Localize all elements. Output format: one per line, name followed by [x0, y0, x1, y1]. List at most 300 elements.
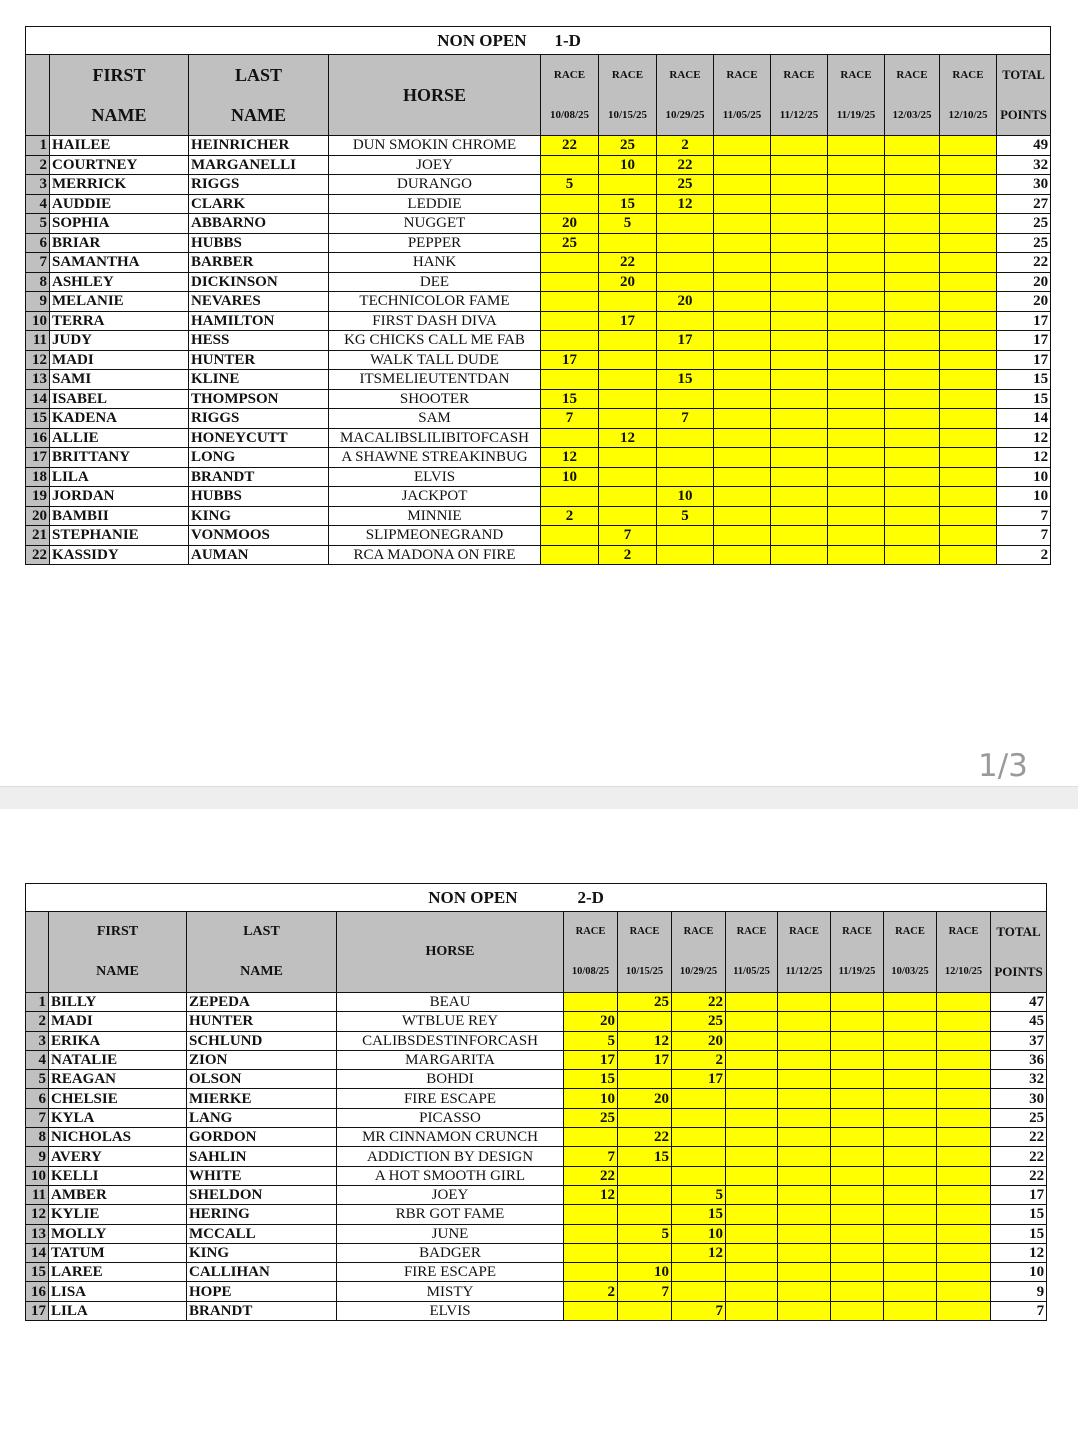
rank: 2	[26, 155, 50, 175]
first-name: CHELSIE	[49, 1089, 187, 1108]
race-points-8	[940, 311, 997, 331]
race-points-1	[541, 545, 599, 565]
race-points-6	[828, 253, 885, 273]
total-points: 10	[997, 487, 1051, 507]
race-points-5	[778, 1224, 831, 1243]
race-points-8	[937, 993, 991, 1012]
race-points-6	[828, 194, 885, 214]
race-points-5	[771, 175, 828, 195]
rank: 13	[26, 1224, 49, 1243]
table-row	[26, 389, 1051, 409]
race-points-8	[937, 1166, 991, 1185]
race-points-2: 20	[599, 272, 657, 292]
table-row	[26, 155, 1051, 175]
race-points-1: 20	[541, 214, 599, 234]
last-name: RIGGS	[189, 409, 329, 429]
horse-name: ADDICTION BY DESIGN	[337, 1147, 564, 1166]
race-date: 12/10/25	[944, 966, 983, 977]
first-name: BRIAR	[50, 233, 189, 253]
race-points-3: 25	[672, 1012, 726, 1031]
race-points-2: 25	[618, 993, 672, 1012]
last-name: HOPE	[187, 1282, 337, 1301]
header-last-name-line2: NAME	[240, 964, 283, 979]
table-row	[26, 1050, 1047, 1069]
race-date: 10/29/25	[679, 966, 718, 977]
race-points-3: 22	[657, 155, 714, 175]
rank: 11	[26, 1185, 49, 1204]
race-points-7	[884, 1089, 937, 1108]
total-points: 7	[997, 526, 1051, 546]
race-points-5	[778, 1147, 831, 1166]
header-last-name-line2: NAME	[231, 105, 286, 125]
rank: 20	[26, 506, 50, 526]
rank: 1	[26, 136, 50, 156]
race-points-2: 22	[599, 253, 657, 273]
race-points-4	[726, 1166, 778, 1185]
total-points: 37	[991, 1031, 1047, 1050]
race-points-5	[778, 1128, 831, 1147]
first-name: REAGAN	[49, 1070, 187, 1089]
header-race-3	[672, 912, 726, 993]
race-points-3	[657, 467, 714, 487]
first-name: KASSIDY	[50, 545, 189, 565]
last-name: LANG	[187, 1108, 337, 1127]
horse-name: BADGER	[337, 1243, 564, 1262]
race-points-7	[885, 350, 940, 370]
race-label: RACE	[736, 926, 767, 937]
table-row	[26, 331, 1051, 351]
race-points-7	[885, 331, 940, 351]
race-points-1	[541, 331, 599, 351]
header-first-name-line2: NAME	[91, 105, 147, 125]
race-points-3	[657, 389, 714, 409]
race-points-1	[541, 292, 599, 312]
total-points: 36	[991, 1050, 1047, 1069]
total-points: 17	[997, 350, 1051, 370]
table-row	[26, 1224, 1047, 1243]
total-points: 20	[997, 292, 1051, 312]
horse-name: DUN SMOKIN CHROME	[329, 136, 541, 156]
first-name: SOPHIA	[50, 214, 189, 234]
race-points-1	[541, 526, 599, 546]
race-points-6	[828, 272, 885, 292]
rank: 11	[26, 331, 50, 351]
race-points-3	[657, 428, 714, 448]
first-name: MADI	[50, 350, 189, 370]
total-points: 17	[997, 311, 1051, 331]
race-points-7	[884, 1185, 937, 1204]
last-name: KLINE	[189, 370, 329, 390]
horse-name: FIRE ESCAPE	[337, 1263, 564, 1282]
race-points-7	[884, 1166, 937, 1185]
race-points-3: 12	[657, 194, 714, 214]
race-points-5	[771, 487, 828, 507]
rank: 13	[26, 370, 50, 390]
race-points-4	[714, 136, 771, 156]
race-points-5	[778, 1205, 831, 1224]
race-points-6	[831, 1050, 884, 1069]
total-points: 25	[997, 233, 1051, 253]
race-points-4	[726, 1070, 778, 1089]
table-row	[26, 1205, 1047, 1224]
last-name: KING	[187, 1243, 337, 1262]
rank: 12	[26, 1205, 49, 1224]
table-row	[26, 487, 1051, 507]
race-points-7	[885, 409, 940, 429]
race-points-4	[714, 409, 771, 429]
race-points-2: 2	[599, 545, 657, 565]
rank: 8	[26, 1128, 49, 1147]
race-points-3	[657, 350, 714, 370]
table-row	[26, 1070, 1047, 1089]
horse-name: JUNE	[337, 1224, 564, 1243]
race-points-6	[828, 428, 885, 448]
horse-name: FIRST DASH DIVA	[329, 311, 541, 331]
race-points-6	[828, 526, 885, 546]
total-points: 32	[997, 155, 1051, 175]
race-points-4	[726, 1185, 778, 1204]
total-points: 12	[997, 448, 1051, 468]
race-points-2	[599, 292, 657, 312]
table-row	[26, 506, 1051, 526]
last-name: ZEPEDA	[187, 993, 337, 1012]
rank: 15	[26, 1263, 49, 1282]
race-points-7	[885, 311, 940, 331]
race-points-5	[771, 448, 828, 468]
race-points-7	[885, 233, 940, 253]
race-points-2: 7	[599, 526, 657, 546]
race-points-6	[828, 409, 885, 429]
header-horse	[337, 912, 564, 993]
race-points-1: 25	[564, 1108, 618, 1127]
total-points: 30	[997, 175, 1051, 195]
race-points-4	[714, 467, 771, 487]
rank: 15	[26, 409, 50, 429]
last-name: HAMILTON	[189, 311, 329, 331]
race-points-6	[831, 1185, 884, 1204]
race-points-2	[599, 233, 657, 253]
race-points-6	[828, 448, 885, 468]
horse-name: BOHDI	[337, 1070, 564, 1089]
table-row	[26, 448, 1051, 468]
rank: 1	[26, 993, 49, 1012]
last-name: MARGANELLI	[189, 155, 329, 175]
race-label: RACE	[669, 69, 701, 81]
race-points-8	[940, 194, 997, 214]
race-points-5	[771, 370, 828, 390]
race-points-1: 20	[564, 1012, 618, 1031]
race-points-1	[541, 370, 599, 390]
horse-name: SAM	[329, 409, 541, 429]
race-points-8	[937, 1108, 991, 1127]
race-points-7	[884, 1282, 937, 1301]
race-points-6	[828, 311, 885, 331]
race-points-2: 20	[618, 1089, 672, 1108]
race-points-7	[884, 1012, 937, 1031]
table-row	[26, 1301, 1047, 1320]
last-name: DICKINSON	[189, 272, 329, 292]
rank: 3	[26, 175, 50, 195]
total-points: 47	[991, 993, 1047, 1012]
race-date: 10/29/25	[665, 109, 705, 121]
page-separator	[0, 786, 1078, 809]
race-date: 11/12/25	[785, 966, 823, 977]
race-date: 10/03/25	[891, 966, 929, 977]
horse-name: RCA MADONA ON FIRE	[329, 545, 541, 565]
race-points-4	[714, 331, 771, 351]
table-title: NON OPEN	[26, 884, 564, 912]
rank: 9	[26, 1147, 49, 1166]
last-name: GORDON	[187, 1128, 337, 1147]
race-points-2: 22	[618, 1128, 672, 1147]
race-points-3	[672, 1128, 726, 1147]
race-points-5	[771, 194, 828, 214]
race-points-6	[831, 1070, 884, 1089]
race-points-6	[831, 1166, 884, 1185]
race-points-5	[778, 1243, 831, 1262]
horse-name: PICASSO	[337, 1108, 564, 1127]
race-points-8	[937, 1205, 991, 1224]
race-points-2: 17	[618, 1050, 672, 1069]
horse-name: PEPPER	[329, 233, 541, 253]
race-points-6	[831, 1089, 884, 1108]
rank: 7	[26, 253, 50, 273]
rank: 12	[26, 350, 50, 370]
last-name: HEINRICHER	[189, 136, 329, 156]
race-points-8	[940, 233, 997, 253]
race-points-3: 20	[657, 292, 714, 312]
race-points-8	[937, 1185, 991, 1204]
race-points-6	[831, 1224, 884, 1243]
table-row	[26, 175, 1051, 195]
race-points-5	[778, 1012, 831, 1031]
total-line1: TOTAL	[996, 924, 1041, 939]
race-points-5	[778, 1089, 831, 1108]
header-row	[26, 912, 1047, 993]
race-points-3	[657, 253, 714, 273]
race-points-3	[657, 526, 714, 546]
total-points: 15	[997, 370, 1051, 390]
total-points: 27	[997, 194, 1051, 214]
race-points-7	[884, 1070, 937, 1089]
total-points: 17	[997, 331, 1051, 351]
race-points-1	[541, 155, 599, 175]
standings-table-1d	[25, 26, 1051, 565]
race-points-3	[657, 233, 714, 253]
race-points-6	[828, 389, 885, 409]
horse-name: DEE	[329, 272, 541, 292]
race-points-8	[940, 370, 997, 390]
rank: 5	[26, 1070, 49, 1089]
last-name: OLSON	[187, 1070, 337, 1089]
total-points: 22	[991, 1147, 1047, 1166]
race-points-1: 7	[541, 409, 599, 429]
first-name: AVERY	[49, 1147, 187, 1166]
rank: 21	[26, 526, 50, 546]
race-points-1: 7	[564, 1147, 618, 1166]
first-name: TATUM	[49, 1243, 187, 1262]
header-race-1	[564, 912, 618, 993]
race-date: 10/15/25	[607, 109, 648, 121]
race-points-6	[831, 1301, 884, 1320]
horse-name: ITSMELIEUTENTDAN	[329, 370, 541, 390]
race-points-8	[940, 487, 997, 507]
total-points: 22	[997, 253, 1051, 273]
header-first-name-line1: FIRST	[96, 924, 139, 939]
race-points-3: 15	[657, 370, 714, 390]
race-points-4	[726, 1147, 778, 1166]
header-race-7	[885, 55, 940, 136]
race-points-2	[599, 331, 657, 351]
horse-name: LEDDIE	[329, 194, 541, 214]
race-points-4	[714, 389, 771, 409]
race-points-7	[885, 292, 940, 312]
race-points-8	[940, 428, 997, 448]
race-points-3	[672, 1108, 726, 1127]
total-points: 30	[991, 1089, 1047, 1108]
race-points-6	[831, 1031, 884, 1050]
race-points-6	[831, 1108, 884, 1127]
race-points-7	[884, 1224, 937, 1243]
standings-table-2d	[25, 883, 1047, 1321]
race-points-2	[618, 1301, 672, 1320]
race-points-7	[885, 155, 940, 175]
total-points: 22	[991, 1166, 1047, 1185]
race-points-4	[714, 350, 771, 370]
total-points: 15	[991, 1224, 1047, 1243]
total-line2: POINTS	[1000, 108, 1047, 122]
header-first-name	[49, 912, 187, 993]
race-points-4	[714, 487, 771, 507]
header-race-6	[831, 912, 884, 993]
race-points-6	[831, 1282, 884, 1301]
total-points: 25	[991, 1108, 1047, 1127]
rank: 16	[26, 1282, 49, 1301]
race-points-1: 10	[564, 1089, 618, 1108]
race-points-3: 5	[657, 506, 714, 526]
race-points-6	[828, 292, 885, 312]
race-points-5	[771, 311, 828, 331]
last-name: LONG	[189, 448, 329, 468]
race-points-1	[564, 1224, 618, 1243]
header-total	[997, 55, 1051, 136]
race-points-6	[828, 136, 885, 156]
race-points-8	[940, 292, 997, 312]
race-points-2	[599, 467, 657, 487]
race-points-8	[940, 467, 997, 487]
horse-name: NUGGET	[329, 214, 541, 234]
title-row	[26, 884, 1047, 912]
table-row	[26, 467, 1051, 487]
first-name: MOLLY	[49, 1224, 187, 1243]
first-name: SAMI	[50, 370, 189, 390]
race-points-3	[657, 448, 714, 468]
horse-name: TECHNICOLOR FAME	[329, 292, 541, 312]
division-label: 1-D	[541, 27, 1051, 55]
race-points-4	[714, 370, 771, 390]
total-points: 15	[997, 389, 1051, 409]
race-points-1	[564, 1263, 618, 1282]
race-points-4	[726, 1301, 778, 1320]
race-points-6	[831, 1012, 884, 1031]
race-points-3	[672, 1263, 726, 1282]
race-points-4	[714, 214, 771, 234]
horse-name: SLIPMEONEGRAND	[329, 526, 541, 546]
race-points-5	[778, 1050, 831, 1069]
race-label: RACE	[553, 69, 586, 81]
race-points-8	[940, 545, 997, 565]
race-points-2	[618, 1070, 672, 1089]
race-points-8	[940, 253, 997, 273]
race-points-5	[771, 409, 828, 429]
table-row	[26, 370, 1051, 390]
race-points-3: 2	[657, 136, 714, 156]
race-points-5	[771, 272, 828, 292]
table-row	[26, 526, 1051, 546]
table-row	[26, 1147, 1047, 1166]
rank: 14	[26, 389, 50, 409]
last-name: RIGGS	[189, 175, 329, 195]
race-points-8	[937, 1263, 991, 1282]
total-line2: POINTS	[994, 964, 1043, 979]
race-points-5	[771, 214, 828, 234]
race-points-3: 7	[657, 409, 714, 429]
race-points-6	[828, 545, 885, 565]
race-points-1	[541, 194, 599, 214]
race-label: RACE	[611, 69, 644, 81]
race-points-4	[726, 1031, 778, 1050]
rank: 5	[26, 214, 50, 234]
rank: 10	[26, 1166, 49, 1185]
race-points-4	[714, 155, 771, 175]
table-row	[26, 1031, 1047, 1050]
race-points-1: 12	[541, 448, 599, 468]
race-points-4	[714, 253, 771, 273]
race-points-5	[771, 136, 828, 156]
table-row	[26, 136, 1051, 156]
header-race-2	[618, 912, 672, 993]
last-name: MCCALL	[187, 1224, 337, 1243]
race-points-4	[726, 1012, 778, 1031]
rank: 17	[26, 1301, 49, 1320]
race-points-3: 25	[657, 175, 714, 195]
race-label: RACE	[840, 69, 872, 81]
first-name: NICHOLAS	[49, 1128, 187, 1147]
race-points-5	[778, 1282, 831, 1301]
race-points-3	[657, 272, 714, 292]
horse-name: JACKPOT	[329, 487, 541, 507]
race-date: 10/08/25	[571, 966, 610, 977]
header-first-name	[50, 55, 189, 136]
race-points-5	[771, 389, 828, 409]
last-name: SCHLUND	[187, 1031, 337, 1050]
race-label: RACE	[948, 926, 979, 937]
last-name: HUBBS	[189, 233, 329, 253]
total-points: 2	[997, 545, 1051, 565]
race-label: RACE	[683, 926, 714, 937]
horse-name: A HOT SMOOTH GIRL	[337, 1166, 564, 1185]
race-points-2: 12	[618, 1031, 672, 1050]
race-points-6	[828, 155, 885, 175]
race-points-5	[778, 1031, 831, 1050]
last-name: ABBARNO	[189, 214, 329, 234]
header-race-2	[599, 55, 657, 136]
total-points: 9	[991, 1282, 1047, 1301]
race-points-2	[618, 1205, 672, 1224]
header-race-5	[771, 55, 828, 136]
race-points-8	[937, 1301, 991, 1320]
race-points-4	[726, 1205, 778, 1224]
